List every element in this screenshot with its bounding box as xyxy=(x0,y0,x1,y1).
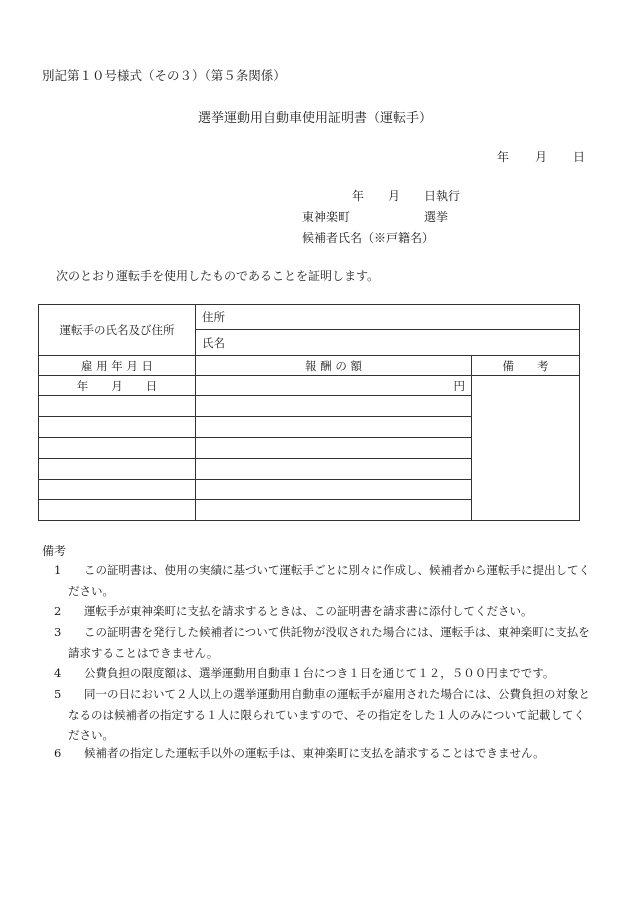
amount-cell[interactable] xyxy=(196,438,472,459)
hire-date-cell[interactable] xyxy=(39,396,196,417)
note-number: 4 xyxy=(54,666,62,680)
year-label: 年 xyxy=(496,150,509,164)
hire-date-cell[interactable] xyxy=(39,417,196,438)
hire-date-cell[interactable] xyxy=(39,438,196,459)
note-text: 候補者の指定した運転手以外の運転手は、東神楽町に支払を請求することはできません。 xyxy=(84,746,545,760)
town-name: 東神楽町 xyxy=(302,210,351,224)
note-number: 3 xyxy=(54,625,62,639)
issue-date-line xyxy=(497,148,585,165)
hire-date-cell[interactable] xyxy=(39,480,196,500)
hire-date-cell[interactable] xyxy=(39,500,196,521)
amount-cell[interactable] xyxy=(196,500,472,521)
election-town-line xyxy=(302,208,449,225)
amount-cell[interactable] xyxy=(196,459,472,480)
note-item xyxy=(42,560,590,601)
hire-date-cell[interactable]: 年 月 日 xyxy=(39,376,196,396)
column-header-hire-date: 雇 用 年 月 日 xyxy=(39,356,196,376)
amount-cell[interactable]: 円 xyxy=(196,376,472,396)
document-title: 選挙運動用自動車使用証明書（運転手） xyxy=(197,111,432,126)
remarks-cell[interactable] xyxy=(472,376,580,521)
note-text: 公費負担の限度額は、選挙運動用自動車１台につき１日を通じて１２，５００円までです。 xyxy=(84,666,555,680)
address-field[interactable]: 住所 xyxy=(196,305,580,330)
note-number: 2 xyxy=(54,604,62,618)
election-execution-date: 年 月 日執行 xyxy=(352,189,461,203)
month-label: 月 xyxy=(534,150,547,164)
note-number: 6 xyxy=(54,746,62,760)
note-text: 運転手が東神楽町に支払を請求するときは、この証明書を請求書に添付してください。 xyxy=(84,604,533,618)
note-item xyxy=(42,601,590,622)
notes-heading: 備考 xyxy=(42,544,67,558)
note-item xyxy=(42,743,590,764)
note-item xyxy=(42,684,590,746)
note-text: この証明書は、使用の実績に基づいて運転手ごとに別々に作成し、候補者から運転手に提出してください。 xyxy=(68,563,590,598)
note-text: 同一の日において２人以上の選挙運動用自動車の運転手が雇用された場合には、公費負担の対象となるのは候補者の指定する１人に限られていますので、その指定をした１人のみについて記載してください。 xyxy=(68,687,590,742)
column-header-remarks: 備 考 xyxy=(472,356,580,376)
name-field[interactable]: 氏名 xyxy=(196,330,580,356)
driver-usage-table xyxy=(38,304,580,521)
certification-statement: 次のとおり運転手を使用したものであることを証明します。 xyxy=(56,269,380,283)
note-text: この証明書を発行した候補者について供託物が没収された場合には、運転手は、東神楽町に支払を請求することはできません。 xyxy=(68,625,590,660)
form-identifier: 別記第１０号様式（その３）（第５条関係） xyxy=(42,68,286,83)
candidate-name-label: 候補者氏名（※戸籍名） xyxy=(302,231,435,245)
note-item xyxy=(42,663,590,684)
hire-date-cell[interactable] xyxy=(39,459,196,480)
driver-label-cell: 運転手の氏名及び住所 xyxy=(39,305,196,356)
amount-cell[interactable] xyxy=(196,480,472,500)
day-label: 日 xyxy=(572,150,585,164)
column-header-amount: 報 酬 の 額 xyxy=(196,356,472,376)
election-word: 選挙 xyxy=(424,210,449,224)
note-number: 5 xyxy=(54,687,62,701)
amount-cell[interactable] xyxy=(196,396,472,417)
note-item xyxy=(42,622,590,663)
note-number: 1 xyxy=(54,563,62,577)
amount-cell[interactable] xyxy=(196,417,472,438)
